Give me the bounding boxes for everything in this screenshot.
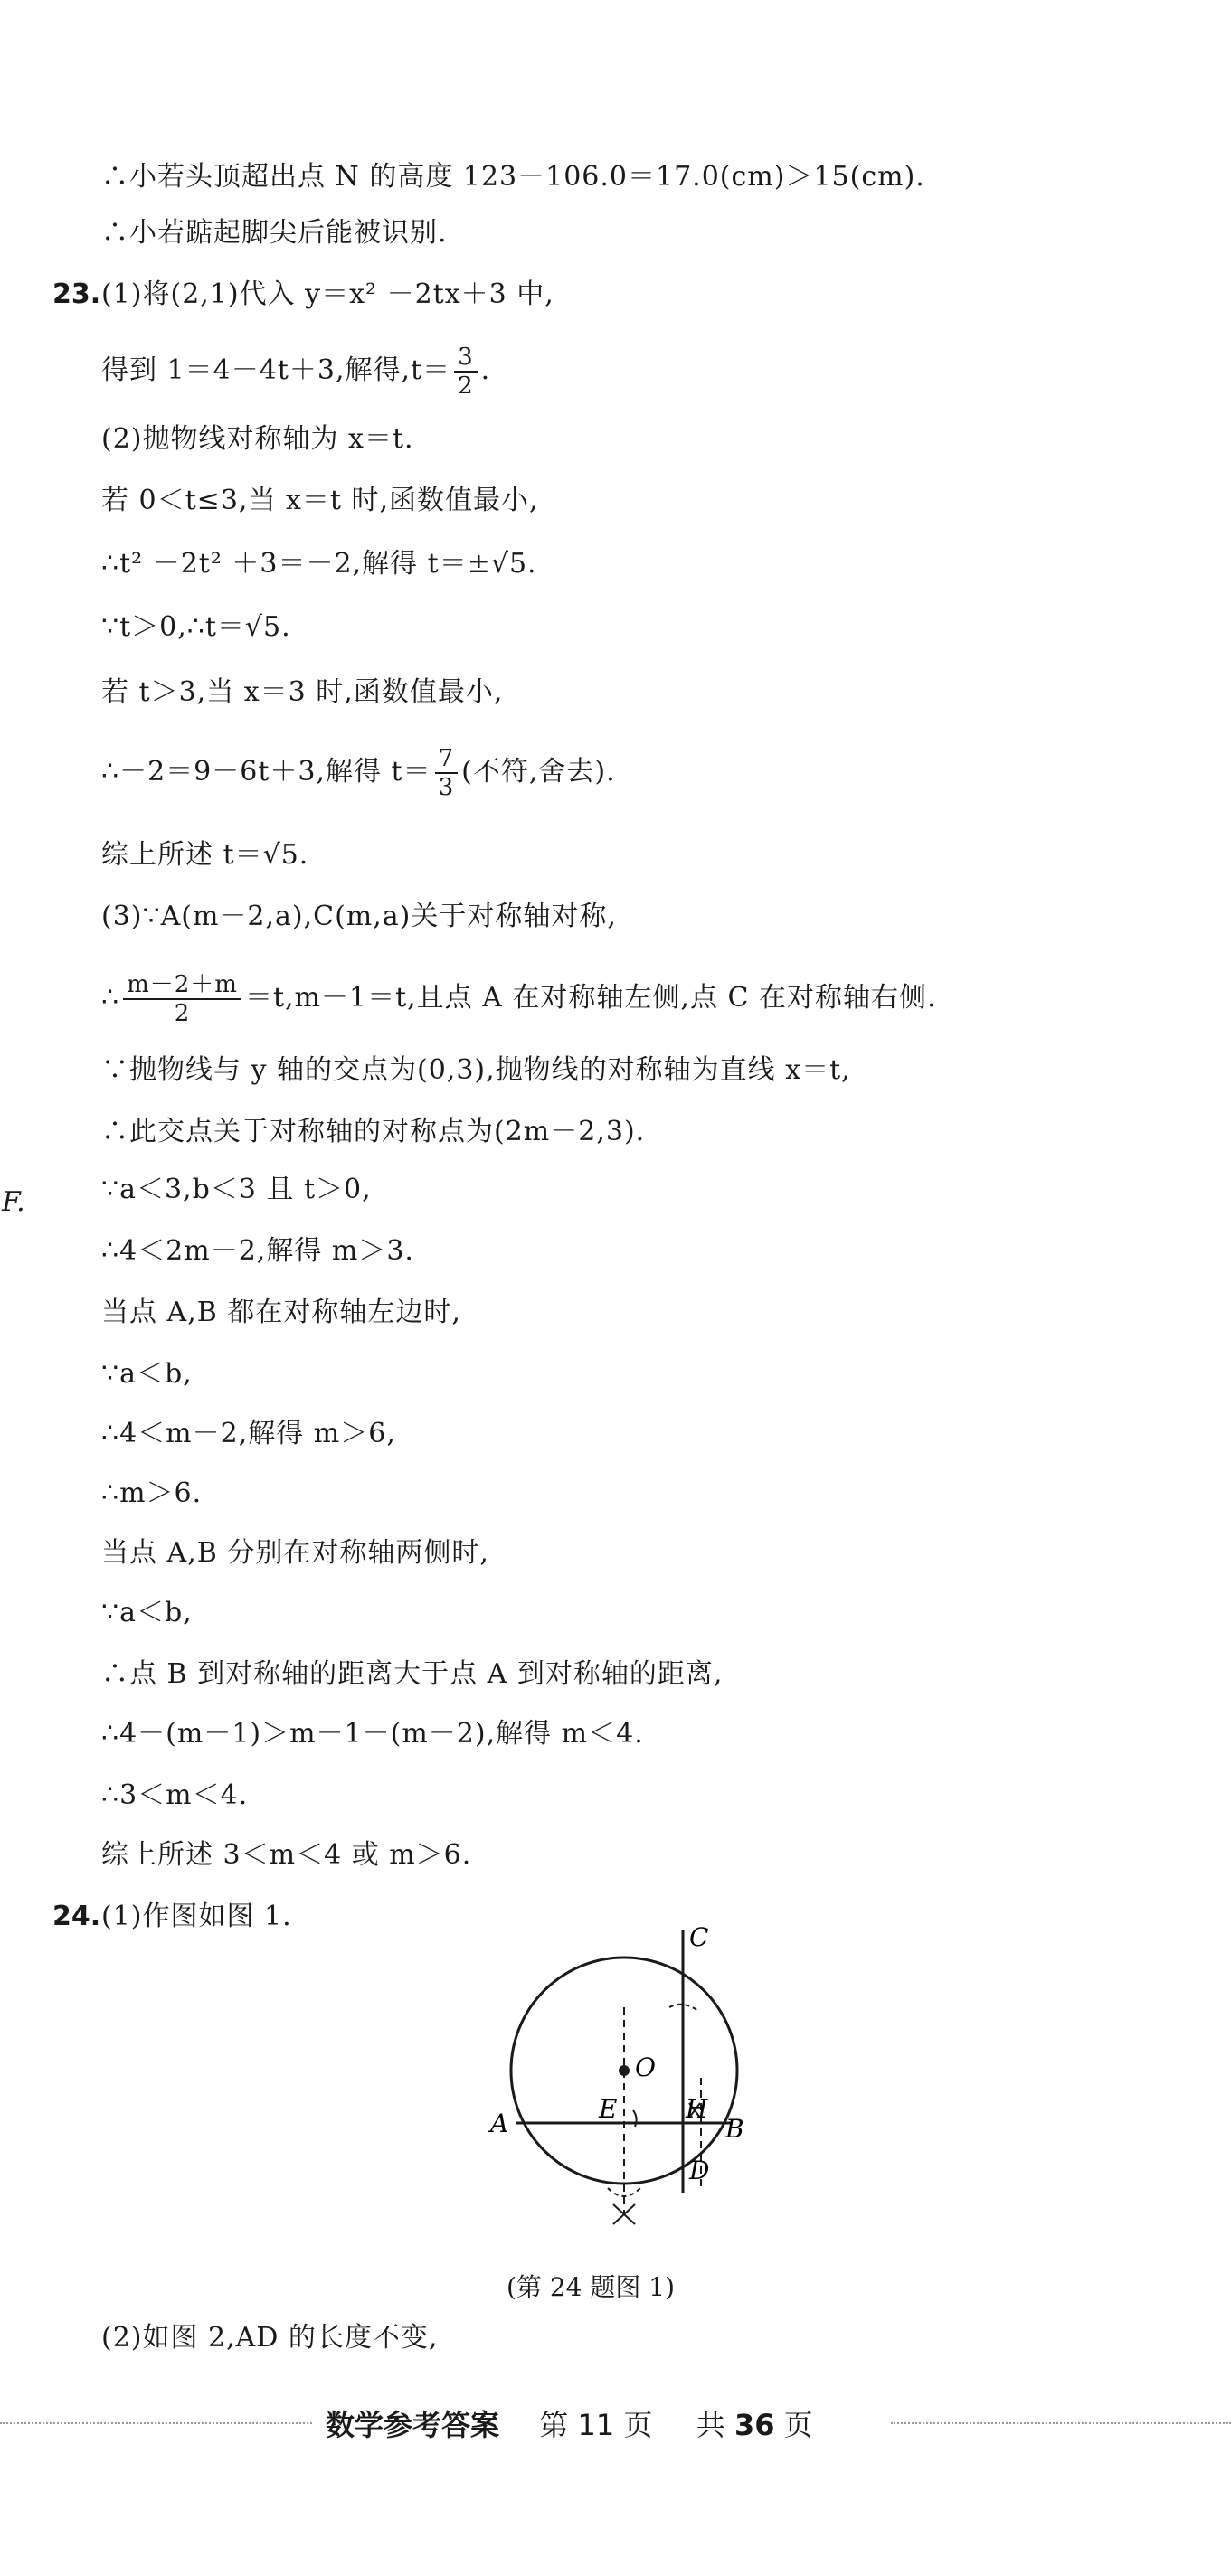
fraction-denominator: 2	[174, 1000, 191, 1027]
footer-total-post: 页	[783, 2408, 813, 2442]
q24-part2: (2)如图 2,AD 的长度不变,	[101, 2322, 439, 2354]
q23-case-both-sides: 当点 A,B 分别在对称轴两侧时,	[101, 1537, 489, 1569]
fraction-numerator: m－2＋m	[123, 971, 241, 1000]
fraction-denominator: 2	[458, 373, 474, 400]
q23-case1: 若 0＜t≤3,当 x＝t 时,函数值最小,	[101, 485, 539, 516]
q23-axis-intersection: ∵抛物线与 y 轴的交点为(0,3),抛物线的对称轴为直线 x＝t,	[101, 1054, 851, 1086]
q23-symmetry-post: ＝t,m－1＝t,且点 A 在对称轴左侧,点 C 在对称轴右侧.	[244, 982, 937, 1014]
q23-distance: ∴点 B 到对称轴的距离大于点 A 到对称轴的距离,	[101, 1658, 724, 1690]
q23-case2-eq-post: (不符,舍去).	[461, 756, 616, 788]
q23-case1-result: ∵t＞0,∴t＝√5.	[101, 611, 291, 643]
label-e: E	[599, 2094, 618, 2124]
geometry-figure	[488, 1917, 796, 2260]
q23-symmetry-eq	[101, 971, 937, 1027]
q23-summary-t: 综上所述 t＝√5.	[101, 839, 309, 871]
arc-mark-cross	[613, 2204, 635, 2224]
footer-title: 数学参考答案	[326, 2408, 500, 2442]
footer-total-pre: 共	[696, 2408, 725, 2442]
q23-solve-t	[101, 344, 490, 400]
label-c: C	[689, 1922, 709, 1952]
fraction	[454, 344, 478, 400]
question-24-number: 24.	[52, 1901, 101, 1932]
q23-part3: (3)∵A(m－2,a),C(m,a)关于对称轴对称,	[101, 901, 617, 932]
footer-divider-left	[0, 2422, 312, 2424]
q23-condition: ∵a＜3,b＜3 且 t＞0,	[101, 1174, 372, 1205]
q23-case2-eq	[101, 745, 616, 801]
label-a: A	[490, 2109, 509, 2138]
q23-symmetric-point: ∴此交点关于对称轴的对称点为(2m－2,3).	[101, 1116, 646, 1147]
q23-a-lt-b-2: ∵a＜b,	[101, 1597, 193, 1628]
q24-part1: (1)作图如图 1.	[101, 1901, 292, 1932]
q23-case2-eq-pre: ∴－2＝9－6t＋3,解得 t＝	[101, 756, 431, 788]
text-line-1: ∴小若头顶超出点 N 的高度 123－106.0＝17.0(cm)＞15(cm).	[101, 161, 925, 193]
footer-divider-right	[891, 2422, 1231, 2424]
footer-total-num: 36	[734, 2408, 775, 2442]
q23-solve-t-pre: 得到 1＝4－4t＋3,解得,t＝	[101, 354, 451, 386]
label-b: B	[725, 2114, 744, 2144]
text-line-2: ∴小若踮起脚尖后能被识别.	[101, 217, 448, 249]
q23-a-lt-b-1: ∵a＜b,	[101, 1358, 193, 1390]
label-d: D	[689, 2156, 710, 2185]
figure-caption: (第 24 题图 1)	[507, 2272, 675, 2302]
fraction-numerator: 7	[435, 745, 459, 774]
q23-solve-t-post: .	[480, 354, 491, 386]
center-point	[619, 2065, 630, 2076]
page-footer	[0, 2401, 1231, 2446]
label-o: O	[635, 2052, 656, 2082]
footer-text	[326, 2402, 813, 2444]
margin-mark: F.	[2, 1186, 25, 1218]
q23-case2: 若 t＞3,当 x＝3 时,函数值最小,	[101, 676, 504, 708]
q23-part1: (1)将(2,1)代入 y＝x² －2tx＋3 中,	[101, 278, 554, 310]
q23-symmetry-pre: ∴	[101, 982, 120, 1014]
fraction	[435, 745, 459, 801]
q23-m-gt-6-eq: ∴4＜m－2,解得 m＞6,	[101, 1418, 396, 1449]
fraction	[123, 971, 241, 1027]
q23-range: ∴3＜m＜4.	[101, 1779, 249, 1811]
q23-final: 综上所述 3＜m＜4 或 m＞6.	[101, 1839, 472, 1871]
q23-m-lt-4-eq: ∴4－(m－1)＞m－1－(m－2),解得 m＜4.	[101, 1718, 644, 1750]
footer-page: 第 11 页	[539, 2408, 653, 2442]
q23-case-left: 当点 A,B 都在对称轴左边时,	[101, 1297, 461, 1328]
fraction-numerator: 3	[454, 344, 478, 373]
question-23-number: 23.	[52, 278, 101, 310]
q23-part2: (2)抛物线对称轴为 x＝t.	[101, 423, 414, 455]
q23-m-gt-6: ∴m＞6.	[101, 1477, 203, 1509]
label-h: H	[686, 2094, 708, 2124]
q23-case1-eq: ∴t² －2t² ＋3＝－2,解得 t＝±√5.	[101, 548, 537, 580]
q23-m-gt-3: ∴4＜2m－2,解得 m＞3.	[101, 1235, 414, 1267]
fraction-denominator: 3	[438, 774, 455, 801]
